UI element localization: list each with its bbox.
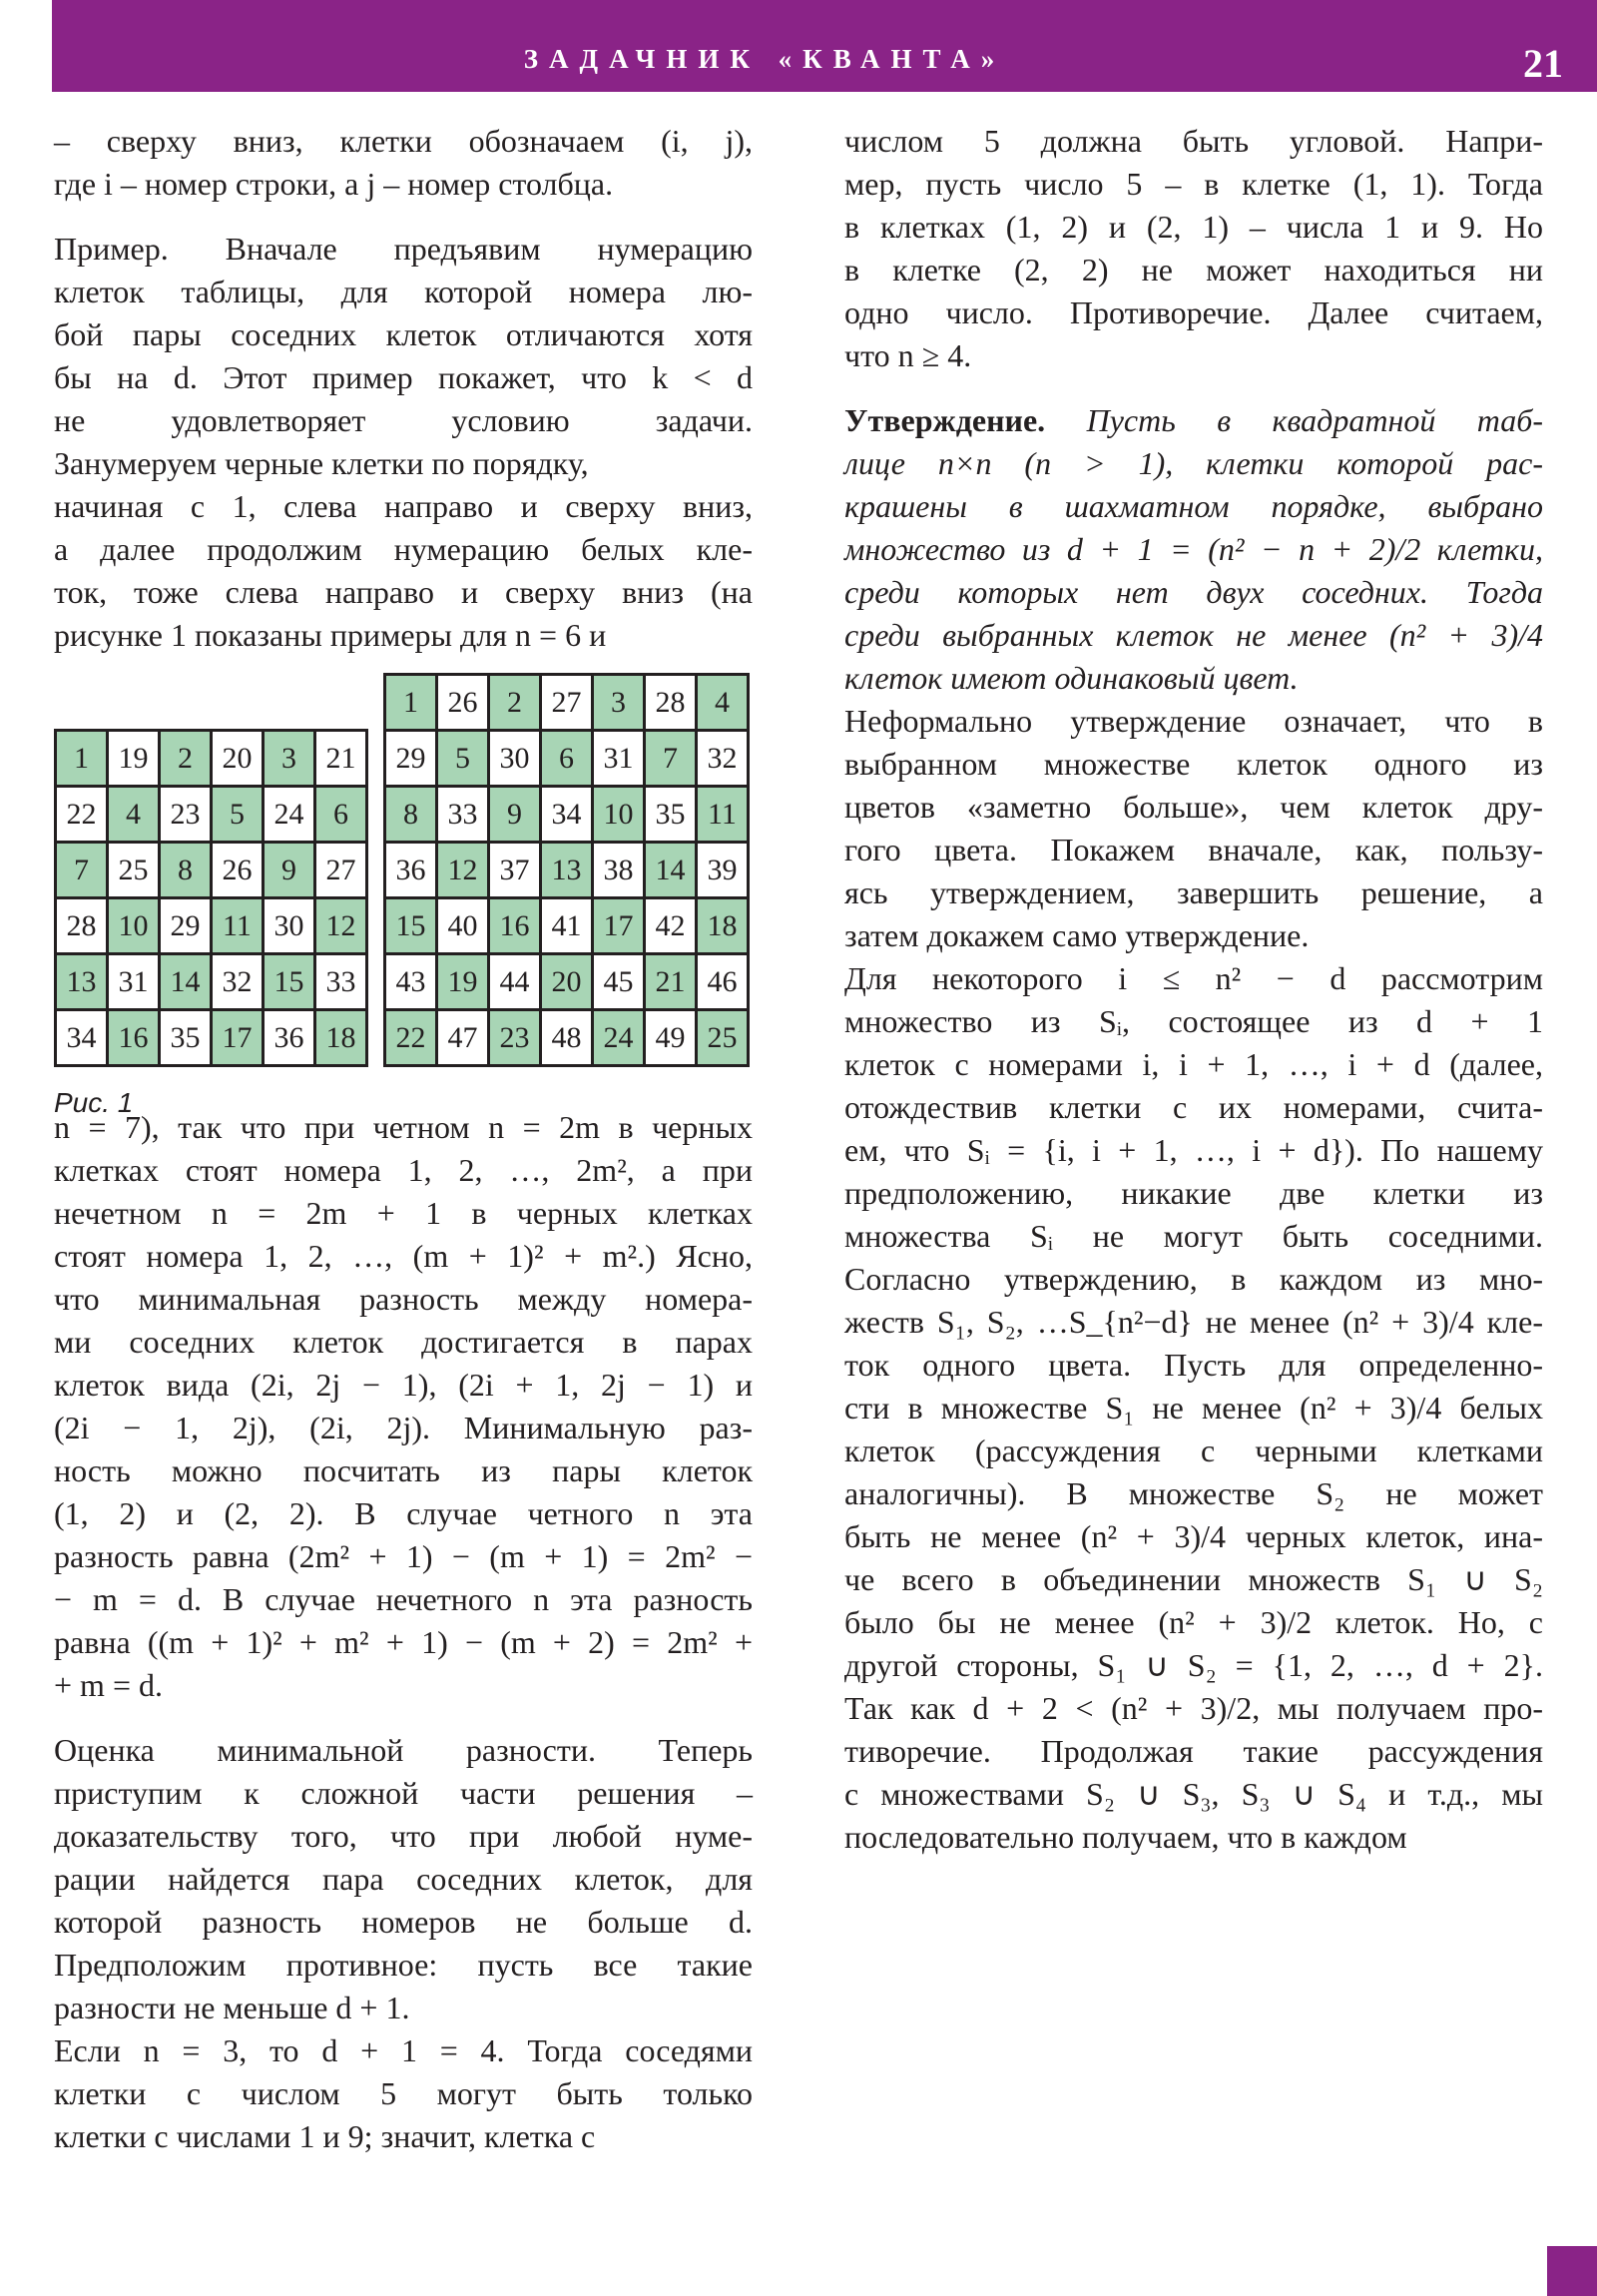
grid-cell: 33 [437, 787, 489, 843]
left-column [54, 120, 753, 2158]
text-line: че всего в объединении множеств S₁ ∪ S₂ [844, 1561, 1543, 1597]
text-line: где i – номер строки, а j – номер столбца. [54, 166, 614, 202]
grid-cell: 25 [697, 1010, 749, 1066]
grid-6x6 [54, 729, 368, 1067]
grid-cell: 15 [385, 898, 437, 954]
text-line: которой разность номеров не больше d. [54, 1904, 753, 1940]
grid-cell: 3 [264, 731, 315, 787]
paragraph-gap [844, 377, 1543, 399]
text-line: ясь утверждением, завершить решение, а [844, 874, 1543, 910]
statement-text: Пусть в квадратной таб- [1045, 402, 1543, 438]
grid-cell: 42 [645, 898, 697, 954]
grid-row [56, 731, 367, 787]
grid-cell: 35 [645, 787, 697, 843]
grid-cell: 7 [645, 731, 697, 787]
text-line: ток, тоже слева направо и сверху вниз (на [54, 574, 753, 610]
grid-cell: 29 [160, 898, 212, 954]
page-number: 21 [1523, 41, 1563, 86]
text-line: мер, пусть число 5 – в клетке (1, 1). Тогда [844, 166, 1543, 202]
grid-cell: 6 [541, 731, 593, 787]
grid-cell: 31 [108, 954, 160, 1010]
grid-cell: 5 [212, 787, 264, 843]
text-line: Неформально утверждение означает, что в [844, 703, 1543, 739]
text-line: клетки с числом 5 могут быть только [54, 2075, 753, 2111]
text-line: стоят номера 1, 2, …, (m + 1)² + m².) Ясно, [54, 1238, 753, 1274]
grid-cell: 27 [541, 675, 593, 731]
text-line: отождествив клетки с их номерами, счита- [844, 1089, 1543, 1125]
grid-cell: 26 [437, 675, 489, 731]
grid-cell: 16 [489, 898, 541, 954]
text-line: рации найдется пара соседних клеток, для [54, 1861, 753, 1897]
grid-cell: 2 [489, 675, 541, 731]
paragraph-gap [54, 1707, 753, 1729]
text-line: (2i − 1, 2j), (2i, 2j). Минимальную раз- [54, 1410, 753, 1445]
journal-section-title: ЗАДАЧНИК «КВАНТА» [523, 44, 1006, 74]
text-line: цветов «заметно больше», чем клеток дру- [844, 789, 1543, 825]
text-line: а далее продолжим нумерацию белых кле- [54, 531, 753, 567]
grid-cell: 4 [108, 787, 160, 843]
text-line: клеток имеют одинаковый цвет. [844, 660, 1299, 696]
grid-cell: 12 [437, 843, 489, 898]
text-line: доказательству того, что при любой нуме- [54, 1818, 753, 1854]
text-line: аналогичны). В множестве S₂ не может [844, 1475, 1543, 1511]
text-line: что минимальная разность между номера- [54, 1281, 753, 1317]
page-corner-tab [1547, 2246, 1597, 2296]
text-line: Оценка минимальной разности. Теперь [54, 1732, 753, 1768]
grid-row [385, 898, 749, 954]
right-column-text [844, 120, 1543, 1859]
grid-cell: 27 [315, 843, 367, 898]
text-line: ток одного цвета. Пусть для определенно- [844, 1347, 1543, 1383]
grid-cell: 32 [697, 731, 749, 787]
grid-cell: 9 [489, 787, 541, 843]
text-line: Пример. Вначале предъявим нумерацию [54, 231, 753, 267]
grid-row [56, 1010, 367, 1066]
grid-row [56, 954, 367, 1010]
grid-cell: 21 [315, 731, 367, 787]
text-line: гого цвета. Покажем вначале, как, пользу- [844, 832, 1543, 867]
text-line: среди выбранных клеток не менее (n² + 3)/4 [844, 617, 1543, 653]
text-line: предположению, никакие две клетки из [844, 1175, 1543, 1211]
grid-cell: 11 [212, 898, 264, 954]
grid-row [385, 1010, 749, 1066]
text-line: последовательно получаем, что в каждом [844, 1819, 1407, 1855]
grid-cell: 24 [593, 1010, 645, 1066]
text-line: в клетках (1, 2) и (2, 1) – числа 1 и 9. Но [844, 209, 1543, 245]
text-line: клеток с номерами i, i + 1, …, i + d (далее, [844, 1046, 1543, 1082]
grid-cell: 13 [541, 843, 593, 898]
grid-cell: 22 [385, 1010, 437, 1066]
text-line: клеток вида (2i, 2j − 1), (2i + 1, 2j − 1) и [54, 1367, 753, 1403]
text-line: n = 7), так что при четном n = 2m в черных [54, 1109, 753, 1145]
grid-cell: 34 [56, 1010, 108, 1066]
text-line: не удовлетворяет условию задачи. [54, 402, 753, 438]
text-line: множества Sᵢ не могут быть соседними. [844, 1218, 1543, 1254]
grid-row [56, 843, 367, 898]
text-line: рисунке 1 показаны примеры для n = 6 и [54, 617, 607, 653]
grid-cell: 15 [264, 954, 315, 1010]
grid-cell: 18 [315, 1010, 367, 1066]
grid-cell: 9 [264, 843, 315, 898]
text-line: затем докажем само утверждение. [844, 917, 1310, 953]
grid-cell: 1 [56, 731, 108, 787]
text-line: крашены в шахматном порядке, выбрано [844, 488, 1543, 524]
text-line: лице n×n (n > 1), клетки которой рас- [844, 445, 1543, 481]
text-line: было бы не менее (n² + 3)/2 клеток. Но, с [844, 1604, 1543, 1640]
grid-cell: 4 [697, 675, 749, 731]
text-line: клетки с числами 1 и 9; значит, клетка с [54, 2118, 596, 2154]
grid-cell: 7 [56, 843, 108, 898]
grid-cell: 23 [489, 1010, 541, 1066]
text-line: в клетке (2, 2) не может находиться ни [844, 252, 1543, 287]
grid-cell: 17 [593, 898, 645, 954]
grid-row [385, 843, 749, 898]
text-line: − m = d. В случае нечетного n эта разность [54, 1581, 753, 1617]
text-line: Согласно утверждению, в каждом из мно- [844, 1261, 1543, 1297]
grid-cell: 16 [108, 1010, 160, 1066]
text-line: среди которых нет двух соседних. Тогда [844, 574, 1543, 610]
running-header [52, 0, 1597, 92]
grid-row [56, 787, 367, 843]
grid-cell: 19 [108, 731, 160, 787]
grid-cell: 33 [315, 954, 367, 1010]
text-line: Предположим противное: пусть все такие [54, 1947, 753, 1983]
grid-cell: 41 [541, 898, 593, 954]
text-line: ность можно посчитать из пары клеток [54, 1452, 753, 1488]
grid-cell: 45 [593, 954, 645, 1010]
grid-row [385, 731, 749, 787]
grid-cell: 11 [697, 787, 749, 843]
grid-cell: 20 [212, 731, 264, 787]
grid-cell: 14 [160, 954, 212, 1010]
grid-cell: 32 [212, 954, 264, 1010]
paragraph-gap [54, 206, 753, 228]
grid-cell: 31 [593, 731, 645, 787]
left-column-bottom-text [54, 1106, 753, 2158]
text-line: клеток таблицы, для которой номера лю- [54, 274, 753, 309]
grid-cell: 47 [437, 1010, 489, 1066]
text-line: быть не менее (n² + 3)/4 черных клеток, ина- [844, 1518, 1543, 1554]
text-line: равна ((m + 1)² + m² + 1) − (m + 2) = 2m² + [54, 1624, 753, 1660]
text-line: тиворечие. Продолжая такие рассуждения [844, 1733, 1543, 1769]
grid-cell: 38 [593, 843, 645, 898]
text-line: приступим к сложной части решения – [54, 1775, 753, 1811]
grid-cell: 3 [593, 675, 645, 731]
text-line: Занумеруем черные клетки по порядку, [54, 445, 589, 481]
grid-cell: 43 [385, 954, 437, 1010]
grid-cell: 25 [108, 843, 160, 898]
grid-cell: 36 [385, 843, 437, 898]
text-line: разности не меньше d + 1. [54, 1990, 410, 2025]
grid-cell: 30 [489, 731, 541, 787]
text-line: ем, что Sᵢ = {i, i + 1, …, i + d}). По нашему [844, 1132, 1543, 1168]
text-line: что n ≥ 4. [844, 337, 972, 373]
grid-7x7 [383, 673, 750, 1067]
grid-cell: 24 [264, 787, 315, 843]
text-line: множество из d + 1 = (n² − n + 2)/2 клетки, [844, 531, 1543, 567]
text-line: множество из Sᵢ, состоящее из d + 1 [844, 1003, 1544, 1039]
figure-caption: Рис. 1 [54, 1087, 134, 1118]
grid-cell: 18 [697, 898, 749, 954]
text-line: сти в множестве S₁ не менее (n² + 3)/4 белых [844, 1390, 1543, 1426]
grid-cell: 40 [437, 898, 489, 954]
grid-cell: 19 [437, 954, 489, 1010]
text-line: (1, 2) и (2, 2). В случае четного n эта [54, 1495, 753, 1531]
text-line: жеств S₁, S₂, …S_{n²−d} не менее (n² + 3)/4 кле- [844, 1304, 1543, 1340]
text-line: ми соседних клеток достигается в парах [54, 1324, 753, 1360]
grid-cell: 14 [645, 843, 697, 898]
grid-cell: 36 [264, 1010, 315, 1066]
grid-cell: 49 [645, 1010, 697, 1066]
grid-cell: 10 [108, 898, 160, 954]
text-line: Если n = 3, то d + 1 = 4. Тогда соседями [54, 2032, 753, 2068]
grid-cell: 8 [385, 787, 437, 843]
grid-cell: 48 [541, 1010, 593, 1066]
grid-cell: 13 [56, 954, 108, 1010]
text-line: начиная с 1, слева направо и сверху вниз, [54, 488, 753, 524]
grid-cell: 12 [315, 898, 367, 954]
text-line: выбранном множестве клеток одного из [844, 746, 1543, 782]
grid-cell: 22 [56, 787, 108, 843]
grid-cell: 2 [160, 731, 212, 787]
text-line: Так как d + 2 < (n² + 3)/2, мы получаем про- [844, 1690, 1543, 1726]
text-line: клетках стоят номера 1, 2, …, 2m², а при [54, 1152, 753, 1188]
text-line: разность равна (2m² + 1) − (m + 1) = 2m² − [54, 1538, 753, 1574]
figure-1 [54, 677, 753, 1118]
grid-cell: 26 [212, 843, 264, 898]
grid-cell: 21 [645, 954, 697, 1010]
text-line: нечетном n = 2m + 1 в черных клетках [54, 1195, 753, 1231]
grid-cell: 6 [315, 787, 367, 843]
text-line: одно число. Противоречие. Далее считаем, [844, 294, 1543, 330]
grid-cell: 1 [385, 675, 437, 731]
grid-cell: 39 [697, 843, 749, 898]
text-line [844, 399, 1543, 442]
text-line: – сверху вниз, клетки обозначаем (i, j), [54, 123, 753, 159]
left-column-top-text [54, 120, 753, 657]
grid-cell: 44 [489, 954, 541, 1010]
grid-cell: 23 [160, 787, 212, 843]
grid-cell: 37 [489, 843, 541, 898]
statement-label: Утверждение. [844, 402, 1046, 438]
grid-cell: 5 [437, 731, 489, 787]
grid-cell: 28 [56, 898, 108, 954]
grid-cell: 30 [264, 898, 315, 954]
text-line: бы на d. Этот пример покажет, что k < d [54, 359, 753, 395]
grid-cell: 29 [385, 731, 437, 787]
grid-cell: 17 [212, 1010, 264, 1066]
grid-row [385, 787, 749, 843]
grid-row [56, 898, 367, 954]
text-line: другой стороны, S₁ ∪ S₂ = {1, 2, …, d + 2}. [844, 1647, 1543, 1683]
grid-cell: 10 [593, 787, 645, 843]
grid-cell: 28 [645, 675, 697, 731]
grid-cell: 20 [541, 954, 593, 1010]
text-line: числом 5 должна быть угловой. Напри- [844, 123, 1543, 159]
grid-cell: 35 [160, 1010, 212, 1066]
grid-row [385, 675, 749, 731]
grid-row [385, 954, 749, 1010]
grid-cell: 34 [541, 787, 593, 843]
text-line: клеток (рассуждения с черными клетками [844, 1433, 1543, 1468]
text-line: Для некоторого i ≤ n² − d рассмотрим [844, 960, 1543, 996]
text-line: с множествами S₂ ∪ S₃, S₃ ∪ S₄ и т.д., мы [844, 1776, 1543, 1812]
grid-cell: 8 [160, 843, 212, 898]
text-line: + m = d. [54, 1667, 163, 1703]
grid-cell: 46 [697, 954, 749, 1010]
text-line: бой пары соседних клеток отличаются хотя [54, 316, 753, 352]
right-column [844, 120, 1543, 1859]
